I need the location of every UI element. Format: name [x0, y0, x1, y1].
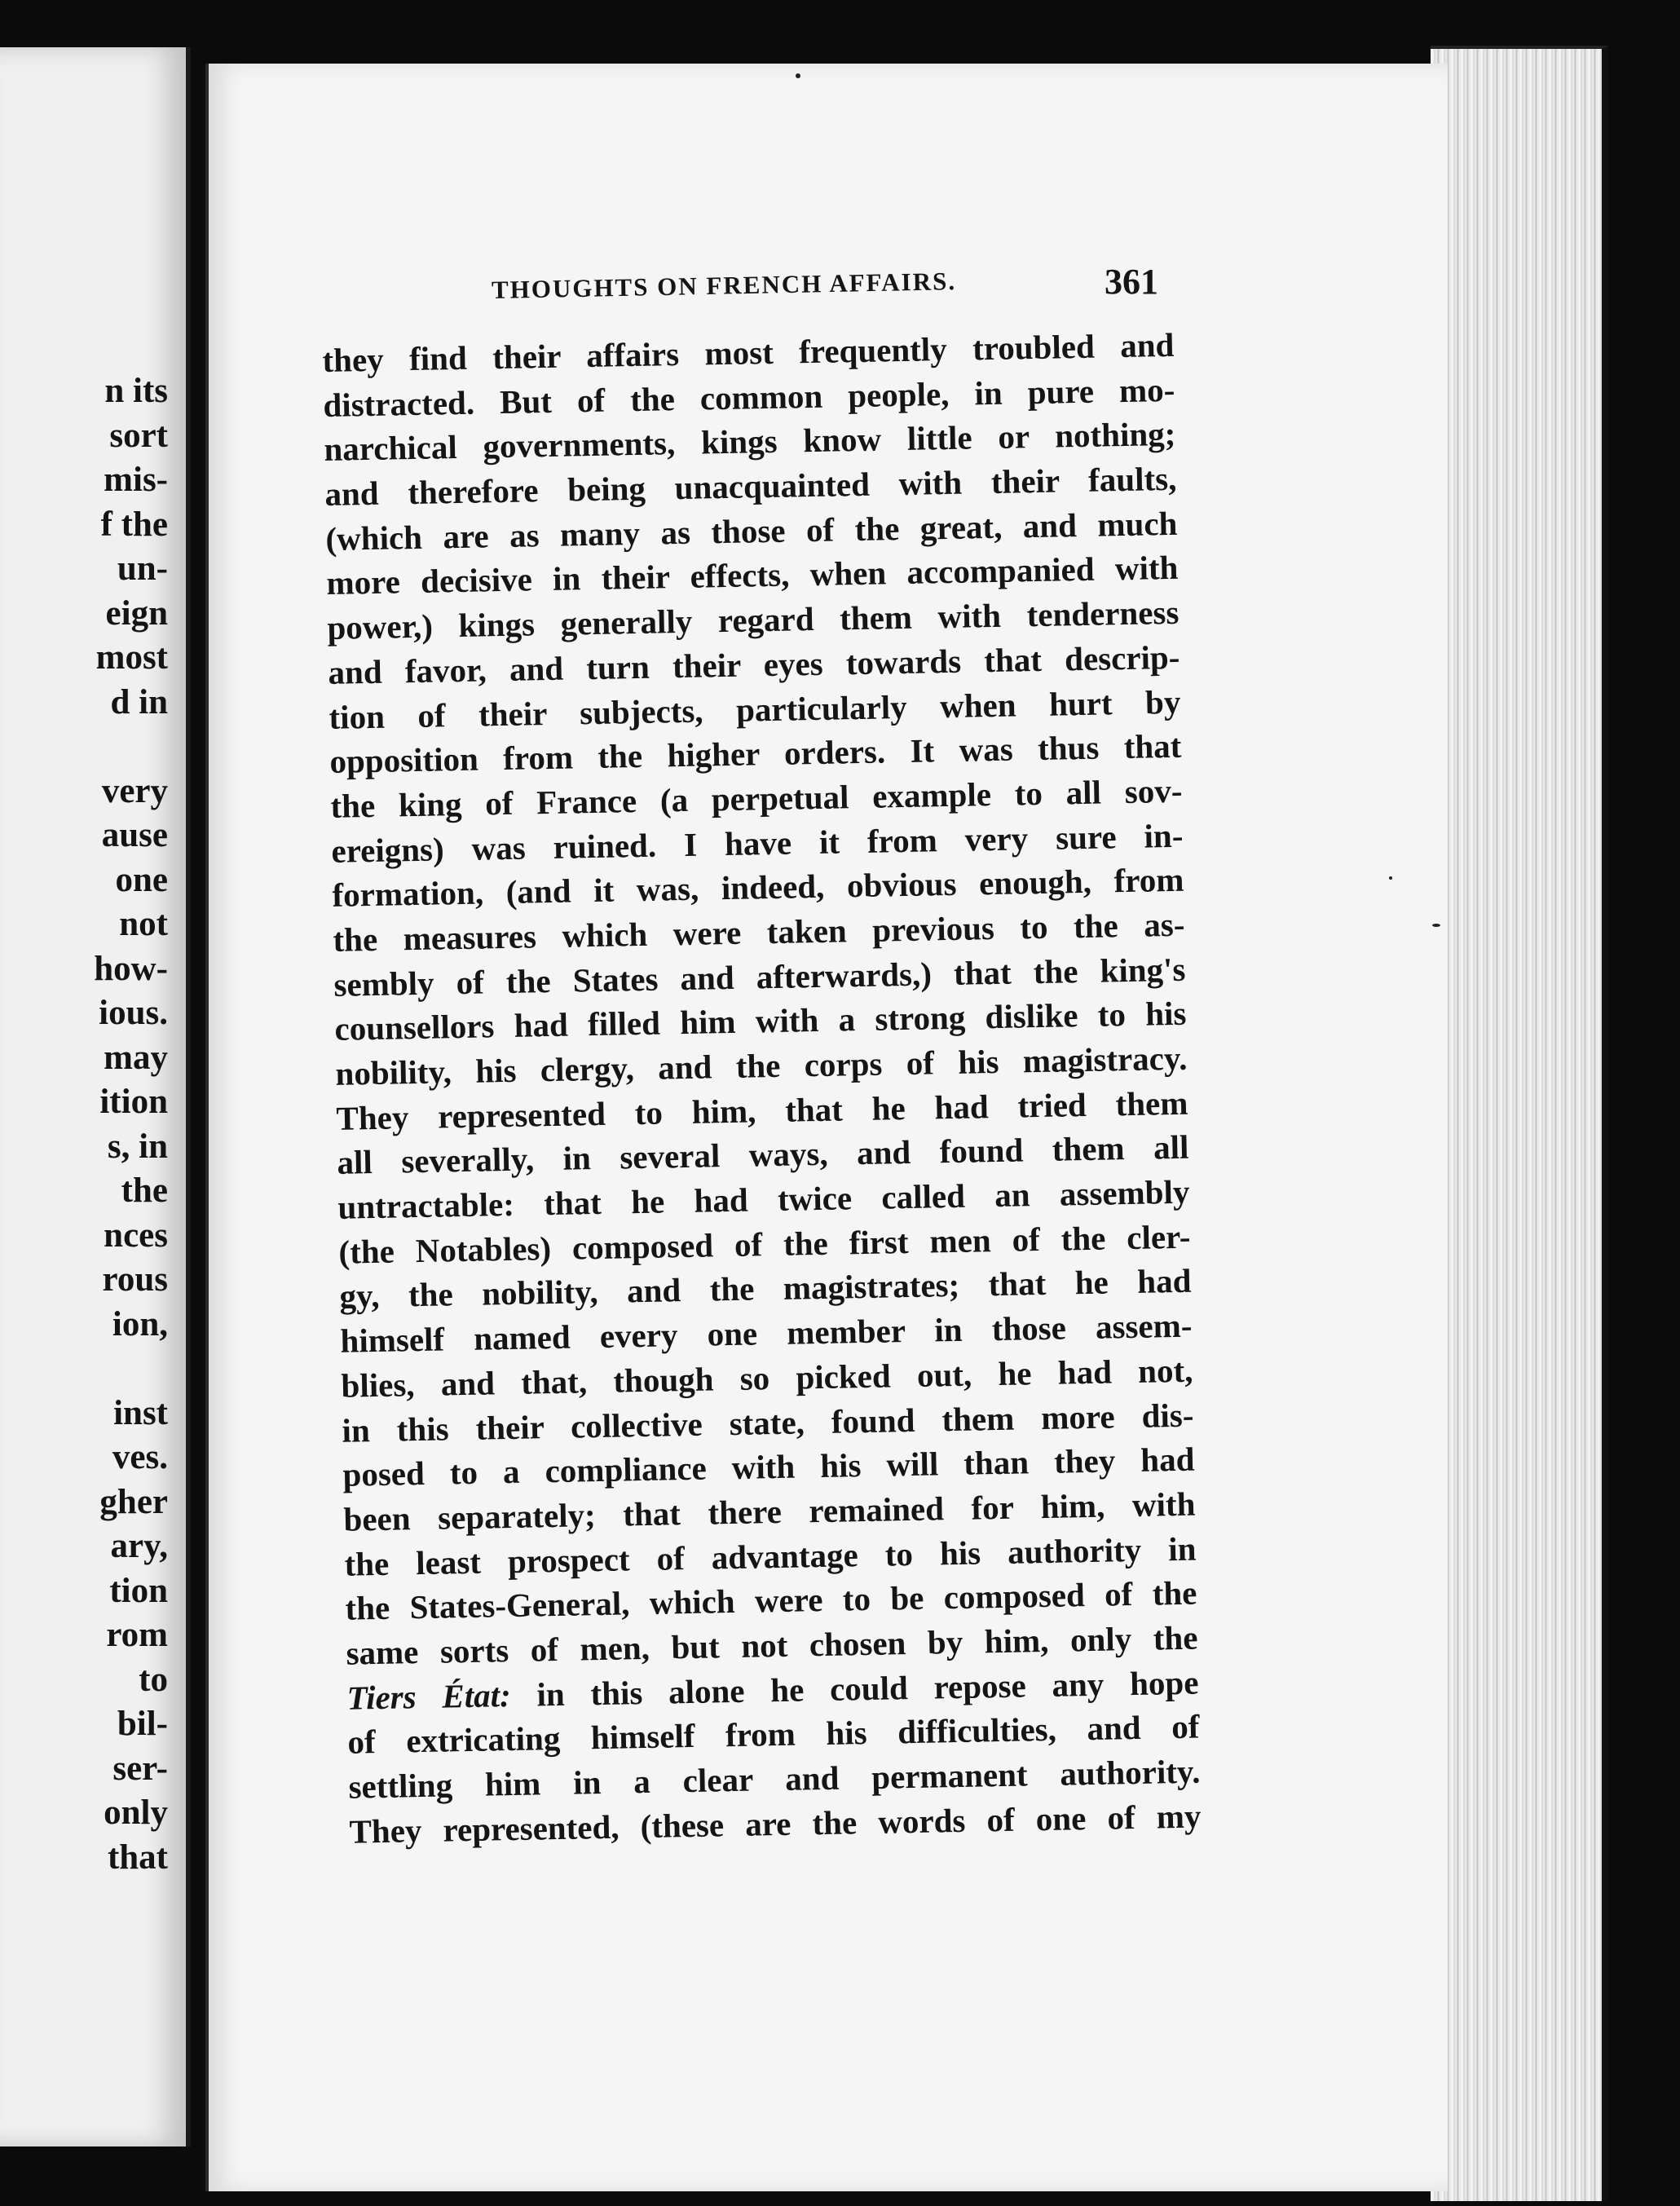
text-line: more decisive in their effects, when accompanied with	[326, 549, 1179, 602]
left-page-fragment: only	[104, 1793, 168, 1832]
left-page-fragment: rous	[102, 1260, 168, 1299]
left-page-fragment: d in	[110, 682, 168, 721]
text-line: the measures which were taken previous to the as-	[333, 905, 1185, 959]
left-page-fragment: ious.	[99, 994, 168, 1032]
left-page-fragment: very	[101, 771, 168, 810]
left-page-fragment: nces	[104, 1216, 168, 1255]
dust-speck	[1389, 876, 1392, 880]
text-line: the king of France (a perpetual example to all sov-	[330, 771, 1183, 825]
body-text	[322, 323, 1202, 1854]
text-line: They represented, (these are the words of one of my	[349, 1797, 1202, 1851]
text-line: and therefore being unacquainted with their faults,	[324, 459, 1177, 514]
left-page-fragment: ition	[99, 1083, 168, 1121]
text-line: in this their collective state, found them more dis-	[342, 1396, 1194, 1449]
left-page-fragment: the	[121, 1171, 168, 1210]
text-line: and favor, and turn their eyes towards that descrip-	[328, 638, 1180, 691]
left-page-fragment: how-	[94, 949, 168, 988]
text-line: the least prospect of advantage to his authority in	[344, 1529, 1197, 1583]
left-page-fragment: sort	[109, 416, 168, 455]
text-line-rest: in this alone he could repose any hope	[510, 1663, 1199, 1714]
left-page-fragment: that	[107, 1838, 168, 1877]
text-line: They represented to him, that he had tried them	[336, 1083, 1188, 1137]
text-line: formation, (and it was, indeed, obvious enough, from	[332, 860, 1184, 915]
left-page-fragment: not	[119, 905, 168, 943]
page-edges	[1431, 46, 1608, 2201]
left-page-fragment: gher	[99, 1482, 168, 1521]
left-page-fragment: ves.	[112, 1438, 168, 1476]
text-line: sembly of the States and afterwards,) that the king's	[333, 950, 1186, 1004]
text-line: himself named every one member in those assem-	[340, 1306, 1193, 1360]
text-line: (which are as many as those of the great, and much	[325, 504, 1178, 558]
left-page-fragment: inst	[113, 1393, 168, 1432]
left-page-fragment: ary,	[110, 1527, 168, 1565]
dust-speck	[796, 73, 800, 78]
left-page-fragment: tion	[109, 1571, 168, 1610]
left-page-fragment: ion,	[112, 1304, 168, 1343]
text-line: all severally, in several ways, and found them all	[337, 1128, 1189, 1182]
text-line: the States-General, which were to be composed of the	[345, 1573, 1197, 1627]
left-page-fragment: s, in	[107, 1127, 168, 1166]
text-line: gy, the nobility, and the magistrates; that he had	[339, 1262, 1192, 1316]
left-page-fragment: one	[115, 860, 168, 899]
left-page-fragment: may	[104, 1038, 168, 1077]
left-page-fragment: most	[95, 638, 168, 677]
text-line: power,) kings generally regard them with tenderness	[327, 593, 1180, 647]
left-page-fragment: f the	[100, 505, 168, 544]
left-page-fragment: n its	[104, 372, 168, 410]
page-number: 361	[1105, 262, 1158, 302]
left-page-fragment: to	[139, 1660, 168, 1699]
text-line: same sorts of men, but not chosen by him, only the	[346, 1618, 1198, 1672]
left-facing-page	[0, 47, 191, 2146]
text-line: (the Notables) composed of the first men of the cler-	[338, 1217, 1191, 1271]
left-page-fragment: bil-	[117, 1705, 168, 1743]
left-page-fragment: ause	[101, 816, 168, 854]
left-page-fragment: mis-	[104, 461, 168, 499]
text-line: nobility, his clergy, and the corps of his magistracy.	[335, 1039, 1188, 1092]
text-line: posed to a compliance with his will than they had	[342, 1440, 1195, 1493]
text-line: narchical governments, kings know little or nothing;	[324, 415, 1176, 469]
text-line: ereigns) was ruined. I have it from very sure in-	[331, 816, 1184, 870]
italic-phrase: Tiers État:	[346, 1675, 512, 1717]
text-line: distracted. But of the common people, in pure mo-	[323, 370, 1175, 424]
text-line: counsellors had filled him with a strong dislike to his	[334, 995, 1187, 1048]
dust-speck	[1432, 924, 1440, 927]
text-line: opposition from the higher orders. It was thus that	[329, 726, 1182, 781]
text-line: untractable: that he had twice called an assembly	[337, 1172, 1190, 1226]
left-page-fragment: ser-	[112, 1749, 168, 1788]
left-page-fragment: rom	[106, 1616, 168, 1654]
left-page-fragment: un-	[117, 549, 168, 588]
text-line: blies, and that, though so picked out, he had not,	[341, 1351, 1193, 1405]
text-line: tion of their subjects, particularly when hurt by	[329, 682, 1181, 736]
text-line: of extricating himself from his difficulties, and of	[347, 1707, 1200, 1762]
text-line: settling him in a clear and permanent authority.	[348, 1752, 1201, 1806]
left-page-fragment: eign	[105, 593, 168, 633]
text-line: they find their affairs most frequently troubled and	[322, 325, 1175, 379]
running-head: THOUGHTS ON FRENCH AFFAIRS.	[491, 267, 957, 304]
text-line: been separately; that there remained for him, with	[343, 1485, 1196, 1538]
